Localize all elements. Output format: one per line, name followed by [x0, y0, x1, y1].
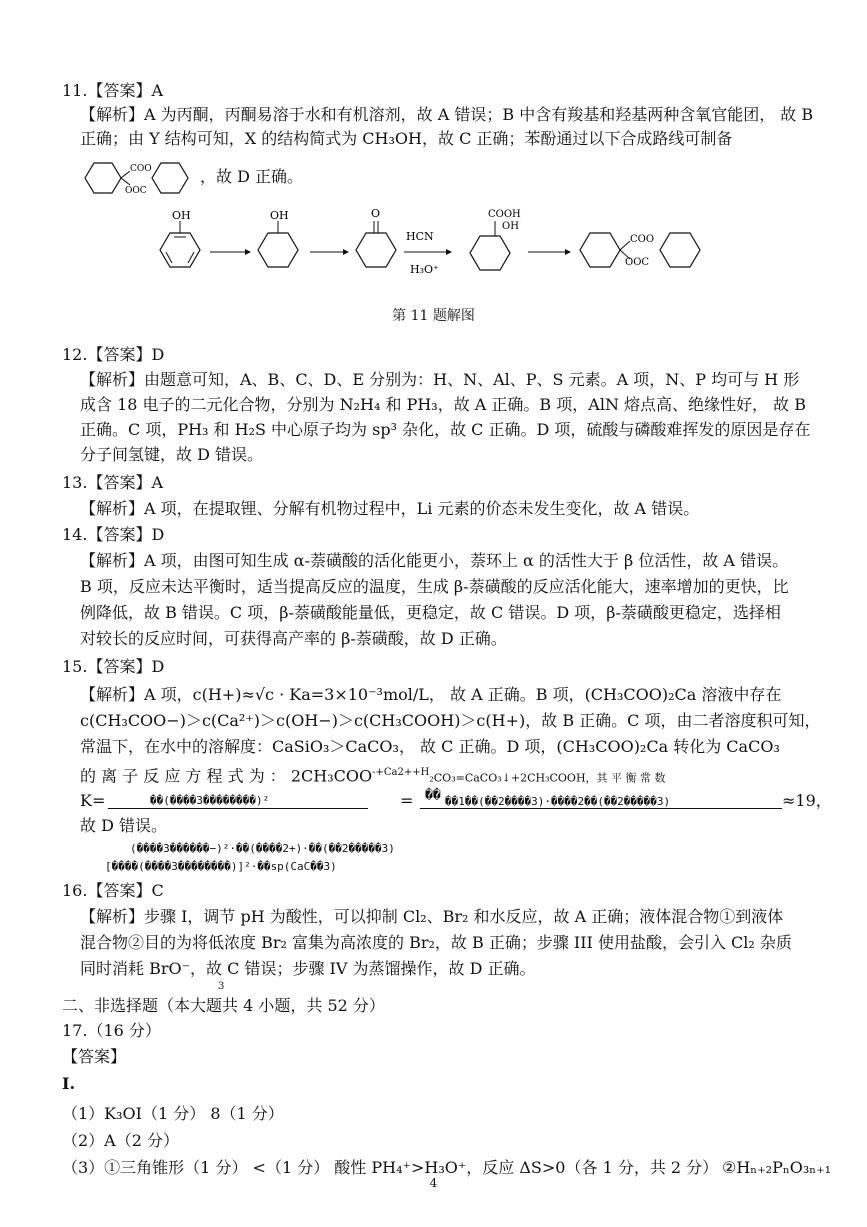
k-expression-right-numerator: ��1��(��2����3)·����2��(��2�����3)	[445, 795, 671, 808]
q11-synthesis-scheme	[150, 205, 730, 290]
q15-conclusion: 故 D 错误。	[80, 816, 168, 835]
q11-analysis-line3: ，故 D 正确。	[200, 167, 304, 186]
q15-analysis-line4	[80, 762, 666, 789]
k-expression-numerator: ��(����3��������)²	[150, 794, 270, 807]
q17-answer-3b: ②Hₙ₊₂PₙO₃ₙ₊₁	[722, 1158, 832, 1177]
fraction-bar-2	[420, 808, 782, 809]
q15-analysis-line2: c(CH₃COO−)＞c(Ca²⁺)＞c(OH−)＞c(CH₃COOH)＞c(H+)，故 B 正确。C 项，由二者溶度积可知，	[80, 711, 821, 730]
part-i-label: I.	[62, 1074, 76, 1093]
q16-analysis-line3: 同时消耗 BrO⁻，故 C 错误；步骤 IV 为蒸馏操作，故 D 正确。	[80, 959, 536, 978]
q15-analysis-line3: 常温下，在水中的溶解度：CaSiO₃＞CaCO₃， 故 C 正确。D 项，(CH₃COO)₂Ca 转化为 CaCO₃	[80, 737, 780, 756]
q14-analysis-line3: 例降低，故 B 错误。C 项，β-萘磺酸能量低，更稳定，故 C 错误。D 项，β-萘磺酸更稳定，选择相	[80, 603, 781, 622]
approx-value: ≈19，	[782, 791, 832, 810]
ionic-equation-rest: ₂CO₃=CaCO₃↓+2CH₃COOH，其 平 衡 常 数	[429, 771, 666, 785]
bro3-subscript: 3	[218, 981, 225, 992]
k-expression-denominator-a: (����3������−)²·��(����2+)·��(��2�����3)	[130, 842, 395, 855]
q17-header: 17.（16 分）	[62, 1021, 161, 1040]
hcn-reagent: HCN	[406, 230, 434, 243]
q12-analysis-line1: 【解析】由题意可知，A、B、C、D、E 分别为：H、N、Al、P、S 元素。A 项，N、P 均可与 H 形	[80, 370, 800, 389]
h3o-reagent: H₃O⁺	[410, 263, 439, 276]
svg-text:OOC: OOC	[625, 257, 650, 268]
coo-label-top: COO	[130, 164, 152, 174]
q17-answer-1: （1）K₃OI（1 分） 8（1 分）	[62, 1104, 284, 1123]
q16-analysis-line1: 【解析】步骤 I，调节 pH 为酸性，可以抑制 Cl₂、Br₂ 和水反应，故 A 正确；液体混合物①到液体	[80, 907, 784, 926]
phenol-oh-label: OH	[172, 209, 191, 222]
section-two-title: 二、非选择题（本大题共 4 小题，共 52 分）	[62, 996, 385, 1015]
cooh-label: COOH	[488, 209, 521, 220]
oh-label-acid: OH	[502, 221, 519, 232]
q15-answer: 15.【答案】D	[62, 657, 165, 676]
q16-analysis-line2: 混合物②目的为将低浓度 Br₂ 富集为高浓度的 Br₂，故 B 正确；步骤 III 使用盐酸，会引入 Cl₂ 杂质	[80, 933, 792, 952]
q16-answer: 16.【答案】C	[62, 881, 164, 900]
q17-answer-3: （3）①三角锥形（1 分） <（1 分） 酸性 PH₄⁺>H₃O⁺，反应 ΔS>0（各 1 分，共 2 分）	[62, 1158, 719, 1177]
q12-answer: 12.【答案】D	[62, 345, 165, 364]
q15-analysis-line1: 【解析】A 项，c(H+)≈√c · Ka=3×10⁻³mol/L， 故 A 正确。B 项，(CH₃COO)₂Ca 溶液中存在	[80, 685, 782, 704]
q11-figure-caption: 第 11 题解图	[392, 308, 475, 324]
q12-analysis-line4: 分子间氢键，故 D 错误。	[80, 445, 264, 464]
q11-answer: 11.【答案】A	[62, 81, 164, 100]
q13-answer: 13.【答案】A	[62, 473, 164, 492]
svg-text:COO: COO	[630, 234, 655, 245]
ooc-label-bottom: OOC	[125, 186, 147, 196]
cyclohexanol-oh-label: OH	[270, 209, 289, 222]
q13-analysis-line1: 【解析】A 项，在提取锂、分解有机物过程中，Li 元素的价态未发生变化，故 A 错误。	[80, 499, 700, 518]
garbled-symbol: ��	[425, 788, 441, 803]
q14-analysis-line2: B 项，反应未达平衡时，适当提高反应的温度，生成 β-萘磺酸的反应活化能大，速率增加的更快，比	[80, 577, 789, 596]
page-number: 4	[429, 1176, 438, 1190]
q11-analysis-line2: 正确；由 Y 结构可知，X 的结构简式为 CH₃OH，故 C 正确；苯酚通过以下合成路线可制备	[80, 129, 733, 148]
equals-sign: =	[400, 791, 414, 810]
q14-analysis-line4: 对较长的反应时间，可获得高产率的 β-萘磺酸，故 D 正确。	[80, 629, 507, 648]
q12-analysis-line3: 正确。C 项，PH₃ 和 H₂S 中心原子均为 sp³ 杂化，故 C 正确。D 项，硫酸与磷酸难挥发的原因是存在	[80, 420, 811, 439]
fraction-bar-1	[108, 808, 368, 809]
q17-answer-label: 【答案】	[62, 1047, 127, 1066]
k-expression-denominator-b: [����(����3��������)]²·��sp(CaC��3)	[105, 860, 337, 873]
q17-answer-2: （2）A（2 分）	[62, 1131, 180, 1150]
q11-analysis-line1: 【解析】A 为丙酮，丙酮易溶于水和有机溶剂，故 A 错误；B 中含有羧基和羟基两种含氧官能团， 故 B	[80, 105, 814, 124]
ketone-o-label: O	[371, 207, 381, 220]
k-label: K=	[80, 791, 106, 810]
ionic-equation-sup: -+Ca2++H	[372, 767, 430, 778]
ionic-equation-prefix: 的 离 子 反 应 方 程 式 为 ： 2CH₃COO	[80, 766, 373, 786]
q14-answer: 14.【答案】D	[62, 525, 165, 544]
q12-analysis-line2: 成含 18 电子的二元化合物，分别为 N₂H₄ 和 PH₃，故 A 正确。B 项，AlN 熔点高、绝缘性好， 故 B	[80, 395, 806, 414]
spiro-ester-structure-inline	[80, 155, 200, 201]
q14-analysis-line1: 【解析】A 项，由图可知生成 α-萘磺酸的活化能更小，萘环上 α 的活性大于 β 位活性，故 A 错误。	[80, 551, 789, 570]
